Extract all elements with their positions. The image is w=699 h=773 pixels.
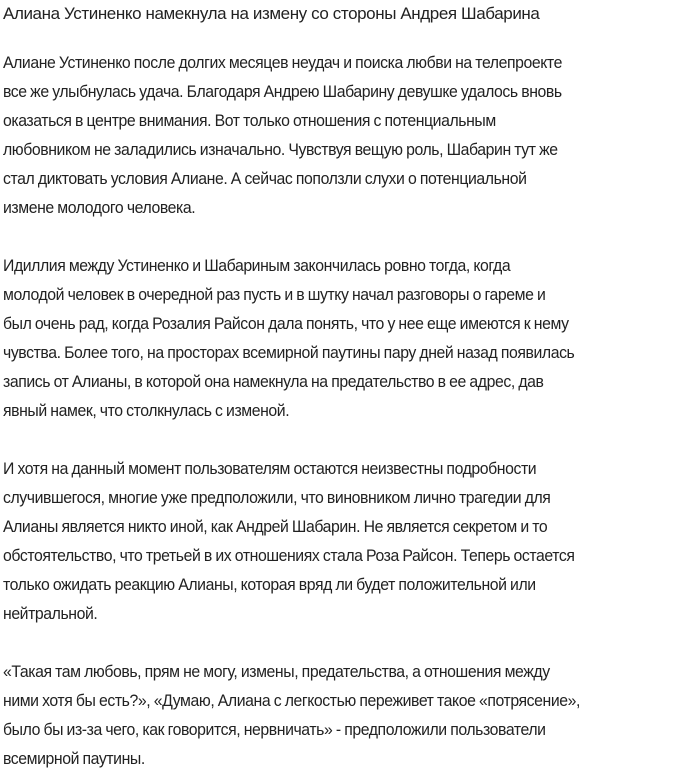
text-line: ними хотя бы есть?», «Думаю, Алиана с легкостью переживет такое «потрясение»,	[3, 691, 580, 710]
paragraph-4	[3, 657, 691, 773]
text-line: измене молодого человека.	[3, 198, 196, 217]
text-line: оказаться в центре внимания. Вот только отношения с потенциальным	[3, 111, 496, 130]
text-line: Алианы является никто иной, как Андрей Шабарин. Не является секретом и то	[3, 517, 548, 536]
text-line: стал диктовать условия Алиане. А сейчас поползли слухи о потенциальной	[3, 169, 527, 188]
text-line: был очень рад, когда Розалия Райсон дала понять, что у нее еще имеются к нему	[3, 314, 569, 333]
text-line: Идиллия между Устиненко и Шабариным закончилась ровно тогда, когда	[3, 256, 511, 275]
text-line: только ожидать реакцию Алианы, которая вряд ли будет положительной или	[3, 575, 536, 594]
text-line: всемирной паутины.	[3, 749, 145, 768]
text-line: молодой человек в очередной раз пусть и в шутку начал разговоры о гареме и	[3, 285, 546, 304]
text-line: нейтральной.	[3, 604, 98, 623]
paragraph-2	[3, 251, 691, 425]
article-title: Алиана Устиненко намекнула на измену со стороны Андрея Шабарина	[3, 4, 540, 23]
text-line: «Такая там любовь, прям не могу, измены, предательства, а отношения между	[3, 662, 550, 681]
text-line: все же улыбнулась удача. Благодаря Андрею Шабарину девушке удалось вновь	[3, 82, 562, 101]
text-line: любовником не заладились изначально. Чувствуя вещую роль, Шабарин тут же	[3, 140, 558, 159]
text-line: случившегося, многие уже предположили, что виновником лично трагедии для	[3, 488, 551, 507]
paragraph-3	[3, 454, 691, 628]
text-line: обстоятельство, что третьей в их отношениях стала Роза Райсон. Теперь остается	[3, 546, 575, 565]
text-line: И хотя на данный момент пользователям остаются неизвестны подробности	[3, 459, 537, 478]
text-line: запись от Алианы, в которой она намекнула на предательство в ее адрес, дав	[3, 372, 544, 391]
text-line: Алиане Устиненко после долгих месяцев неудач и поиска любви на телепроекте	[3, 53, 562, 72]
paragraph-1	[3, 48, 691, 222]
text-line: явный намек, что столкнулась с изменой.	[3, 401, 290, 420]
text-line: чувства. Более того, на просторах всемирной паутины пару дней назад появилась	[3, 343, 575, 362]
text-line: было бы из-за чего, как говорится, нервничать» - предположили пользователи	[3, 720, 546, 739]
